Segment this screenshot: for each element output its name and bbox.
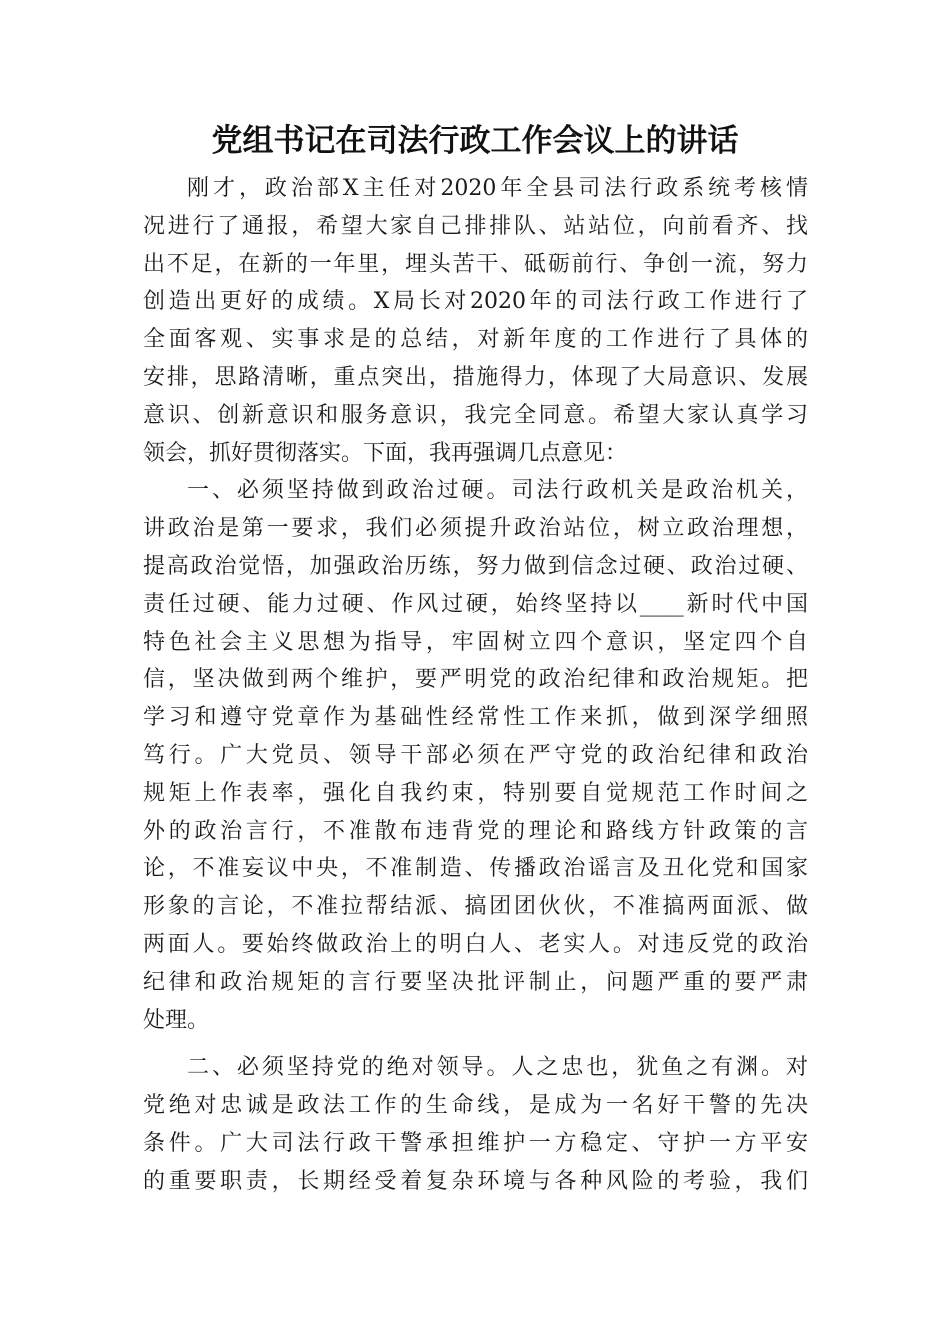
text-line: 安排，思路清晰，重点突出，措施得力，体现了大局意识、发展 [143,364,808,390]
text-line: 提高政治觉悟，加强政治历练，努力做到信念过硬、政治过硬、 [143,553,808,579]
text-line: 笃行。广大党员、领导干部必须在严守党的政治纪律和政治 [143,742,808,768]
text-line: 学习和遵守党章作为基础性经常性工作来抓，做到深学细照 [143,705,808,731]
text-line: 信，坚决做到两个维护，要严明党的政治纪律和政治规矩。把 [143,667,808,693]
text-line: 出不足，在新的一年里，埋头苦干、砥砺前行、争创一流，努力 [143,251,808,277]
text-line: 外的政治言行，不准散布违背党的理论和路线方针政策的言 [143,818,808,844]
text-line: 责任过硬、能力过硬、作风过硬，始终坚持以____新时代中国 [143,591,808,617]
text-line: 一、必须坚持做到政治过硬。司法行政机关是政治机关， [187,478,808,504]
text-line: 处理。 [143,1007,210,1033]
paragraph-political-integrity [143,472,808,1039]
text-line: 特色社会主义思想为指导，牢固树立四个意识，坚定四个自 [143,629,808,655]
text-line: 创造出更好的成绩。X局长对2020年的司法行政工作进行了 [143,289,808,315]
text-line: 刚才，政治部X主任对2020年全县司法行政系统考核情 [187,176,808,201]
text-line: 两面人。要始终做政治上的明白人、老实人。对违反党的政治 [143,931,808,957]
text-line: 的重要职责，长期经受着复杂环境与各种风险的考验，我们 [143,1168,808,1194]
paragraph-intro [143,170,808,472]
text-line: 全面客观、实事求是的总结，对新年度的工作进行了具体的 [143,327,808,353]
text-line: 纪律和政治规矩的言行要坚决批评制止，问题严重的要严肃 [143,969,808,995]
text-line: 论，不准妄议中央，不准制造、传播政治谣言及丑化党和国家 [143,856,808,882]
paragraph-party-leadership [143,1049,808,1200]
text-line: 规矩上作表率，强化自我约束，特别要自觉规范工作时间之 [143,780,808,806]
text-line: 领会，抓好贯彻落实。下面，我再强调几点意见： [143,440,628,466]
text-line: 况进行了通报，希望大家自己排排队、站站位，向前看齐、找 [143,213,808,239]
text-line: 形象的言论，不准拉帮结派、搞团团伙伙，不准搞两面派、做 [143,894,808,920]
text-line: 讲政治是第一要求，我们必须提升政治站位，树立政治理想， [143,516,808,542]
text-line: 二、必须坚持党的绝对领导。人之忠也，犹鱼之有渊。对 [187,1055,808,1081]
text-line: 条件。广大司法行政干警承担维护一方稳定、守护一方平安 [143,1130,808,1156]
text-line: 党绝对忠诚是政法工作的生命线，是成为一名好干警的先决 [143,1093,808,1119]
paragraph-spacer [143,1039,808,1049]
document-body [143,170,808,1201]
text-line: 意识、创新意识和服务意识，我完全同意。希望大家认真学习 [143,402,808,428]
document-title: 党组书记在司法行政工作会议上的讲话 [211,123,739,159]
